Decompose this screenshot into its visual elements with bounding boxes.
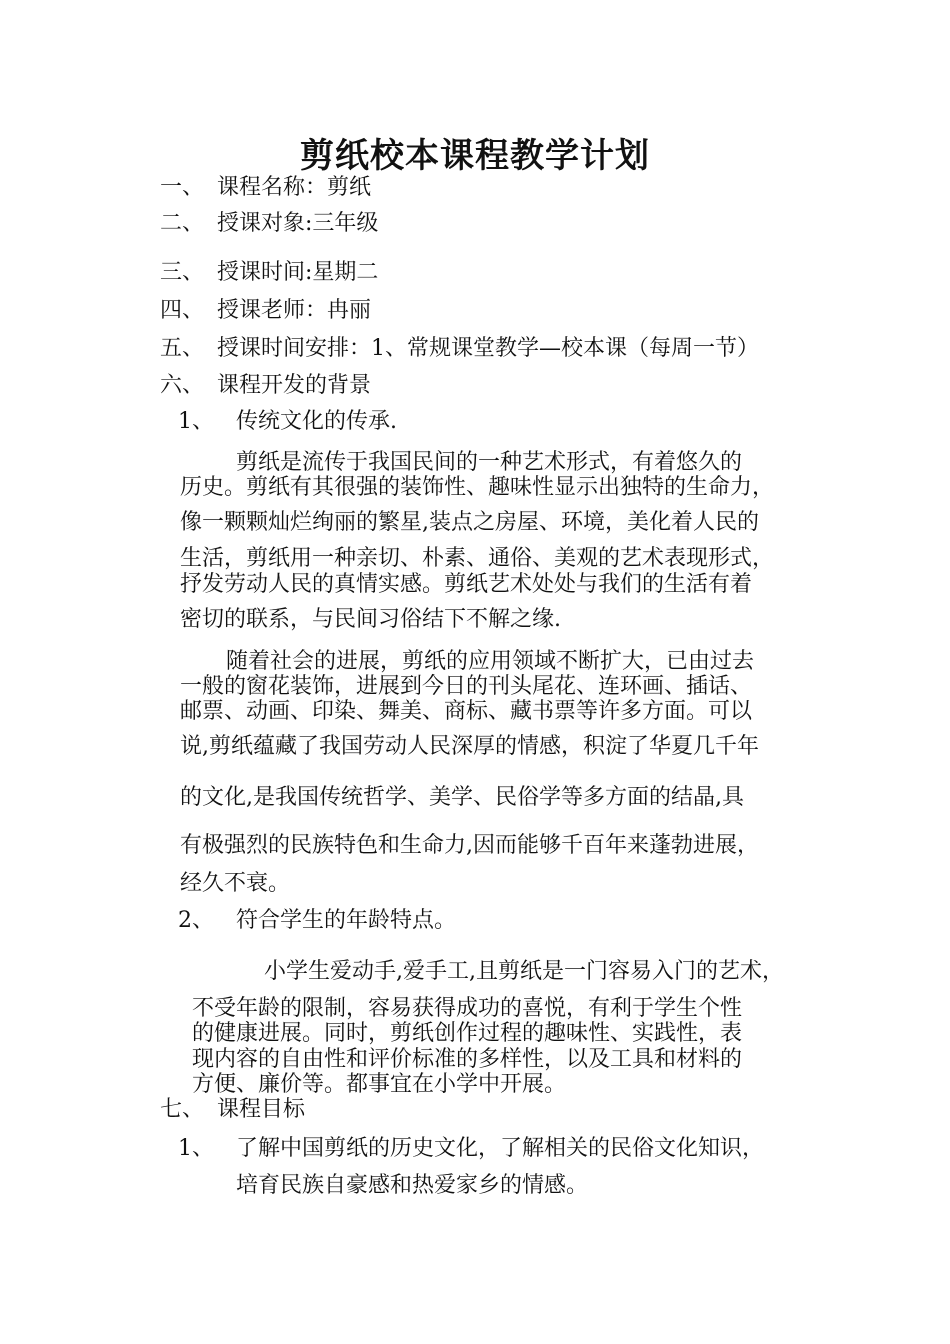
paragraph-line: 不受年龄的限制，容易获得成功的喜悦，有利于学生个性 [192,996,743,1021]
item-number: 五、 [160,336,205,361]
sub-text: 传统文化的传承. [236,409,397,434]
item-text: 课程开发的背景 [217,373,372,398]
sub-number: 1、 [178,1136,214,1161]
item-text: 课程名称：剪纸 [217,175,372,200]
paragraph-line: 说,剪纸蕴藏了我国劳动人民深厚的情感，积淀了华夏几千年 [180,734,759,759]
item-number: 三、 [160,260,205,285]
paragraph-line: 的健康进展。同时，剪纸创作过程的趣味性、实践性，表 [192,1021,743,1046]
paragraph-line: 小学生爱动手,爱手工,且剪纸是一门容易入门的艺术， [264,959,784,984]
item-teacher [160,297,371,325]
item-course-name [160,174,371,202]
sub-text: 符合学生的年龄特点。 [236,908,457,933]
item-text: 课程目标 [217,1097,306,1122]
item-time [160,259,378,287]
paragraph-line: 像一颗颗灿烂绚丽的繁星,装点之房屋、环境，美化着人民的 [180,510,759,535]
item-text: 授课时间:星期二 [217,260,379,285]
paragraph-line: 密切的联系，与民间习俗结下不解之缘. [180,607,561,632]
item-number: 六、 [160,373,205,398]
background-sub-heading-1 [178,408,397,436]
item-text: 授课老师：冉丽 [217,298,372,323]
sub-text: 了解中国剪纸的历史文化，了解相关的民俗文化知识， [236,1136,765,1161]
item-background [160,372,371,400]
item-text: 授课时间安排：1、常规课堂教学—校本课（每周一节） [217,336,759,361]
item-audience [160,210,378,238]
paragraph-line: 的文化,是我国传统哲学、美学、民俗学等多方面的结晶,具 [180,785,744,810]
paragraph-line: 生活，剪纸用一种亲切、朴素、通俗、美观的艺术表现形式， [180,546,775,571]
paragraph-line: 经久不衰。 [180,871,291,896]
background-sub-heading-2 [178,907,456,935]
paragraph-line: 剪纸是流传于我国民间的一种艺术形式，有着悠久的 [236,450,743,475]
paragraph-line: 现内容的自由性和评价标准的多样性，以及工具和材料的 [192,1047,743,1072]
item-goals [160,1096,305,1124]
paragraph-line: 历史。剪纸有其很强的装饰性、趣味性显示出独特的生命力， [180,475,775,500]
item-number: 四、 [160,298,205,323]
sub-number: 1、 [178,409,214,434]
document-title: 剪纸校本课程教学计划 [300,136,650,176]
paragraph-line: 随着社会的进展，剪纸的应用领域不断扩大，已由过去 [226,649,755,674]
item-text: 授课对象:三年级 [217,211,379,236]
paragraph-line: 邮票、动画、印染、舞美、商标、藏书票等许多方面。可以 [180,699,753,724]
paragraph-line: 方便、廉价等。都事宜在小学中开展。 [192,1072,567,1097]
paragraph-line: 抒发劳动人民的真情实感。剪纸艺术处处与我们的生活有着 [180,572,753,597]
paragraph-line: 一般的窗花装饰，进展到今日的刊头尾花、连环画、插话、 [180,674,753,699]
item-number: 一、 [160,175,205,200]
sub-number: 2、 [178,908,214,933]
paragraph-line: 培育民族自豪感和热爱家乡的情感。 [236,1173,589,1198]
paragraph-line: 有极强烈的民族特色和生命力,因而能够千百年来蓬勃进展， [180,833,759,858]
item-number: 二、 [160,211,205,236]
item-number: 七、 [160,1097,205,1122]
goals-sub-heading-1 [178,1135,764,1163]
item-schedule [160,335,759,363]
